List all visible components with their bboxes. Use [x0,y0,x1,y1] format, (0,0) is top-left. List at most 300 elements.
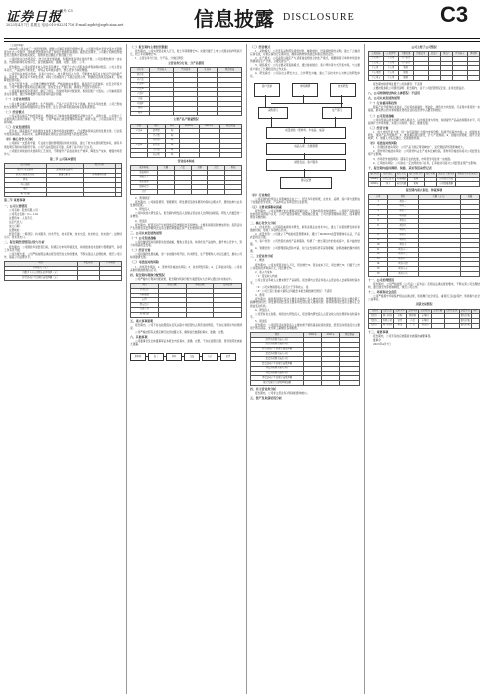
table-row [131,111,242,116]
table-cell: 制造费用 [131,180,158,185]
table-cell [198,111,217,116]
paragraph: 5、现金流 [255,319,268,323]
section-heading: （二）公司发展战略 [368,113,395,118]
table-row [131,312,242,317]
paragraph: 报告期内，公司经营活动现金流入主要来源于销售商品收到的现金，经营活动现金流出主要用于购买商品、支付职工薪酬及各项税费。 [250,324,360,331]
table-header-cell: 占比 [208,166,225,171]
paragraph: 1、加大市场开拓力度，进一步巩固和扩大国内市场份额，积极开拓海外市场；2、加强技术研发，推动产品升级换代；3、推进募投项目建设，扩大产能规模；4、加强内部管理，提升运营效率；5、加强人才队伍建设，完善激励机制。 [368,130,480,141]
paragraph: （2）公司实物销售收入是否大于劳务收入：是 [255,286,309,290]
table-cell: 电子信箱 [5,192,47,197]
table-cell: 现金及现金等价物净增加额 [251,381,304,386]
table-cell: 子公司五 [369,76,384,81]
table-cell [431,323,444,328]
table-header-cell: 接待方式 [396,172,406,176]
table-cell: 销售 [394,319,407,324]
masthead-rule-thin [4,41,480,42]
table-header-cell: 股票代码 [83,163,116,168]
table-cell: 子公司四 [369,71,384,76]
table-cell [444,323,459,328]
table-cell: 4 [369,214,388,219]
section-heading: 八、公司控制的结构化主体情况：不适用 [368,91,421,96]
table-header-cell: 关联关系 [382,309,392,313]
table-cell: 参股公司 [382,318,392,322]
table-cell [418,272,460,277]
table-cell: 投资活动现金流入小计 [251,352,304,357]
flow-connector [304,169,305,177]
table-cell: 吨 [165,134,179,139]
litigation-table-title: 报告期内重大诉讼、仲裁事项 [405,188,443,193]
section-heading: 二、核心竞争力分析 [250,220,277,225]
section-heading: （一）行业格局和趋势 [368,101,397,106]
table-header-cell: 主要业务 [398,52,413,57]
table-cell [77,276,99,281]
paragraph: 公司将继续坚持创新驱动发展战略，聚焦主营业务，持续优化产品结构，提升核心竞争力，努力实现高质量发展。 [130,241,242,248]
section-heading: （二）报告期内主要经营数据 [130,45,168,49]
table-header-cell: 公司类型 [383,52,398,57]
table-cell [46,192,83,197]
table-header-cell: 成本构成 [131,166,158,171]
paragraph: 2、费用情况 [135,196,150,200]
table-cell: 合计 [131,190,158,195]
table-cell: 固定资产 [131,303,159,308]
section-heading: 三、公司未来发展的展望 [130,230,162,235]
flow-box: 成品入库、仓储管理 [266,143,346,155]
newspaper-logo: 证券日报 [6,10,63,25]
table-cell: 项目十二 [388,252,419,257]
production-table-title: 主要产品产销量情况 [173,117,199,122]
table-cell: 2 [369,204,388,209]
table-cell: 2022年 [369,182,381,187]
table-cell [179,153,199,158]
table-cell: 直接材料 [131,171,158,176]
flow-connector [304,153,305,159]
paragraph: 1、主营业务分行业、分产品、分地区情况 [135,57,184,61]
table-cell: 同一控制 [382,323,392,327]
flow-box: 生产部门 [322,107,352,119]
table-header-cell: 单位 [165,124,179,129]
table-cell: 公司会议室 [382,177,394,181]
table-header-cell: 项目 [251,333,304,338]
table-header-cell: 增减 [225,166,242,171]
table-header-cell: 注册资本 [413,52,428,57]
table-cell: 关联方二 [370,318,380,322]
table-cell [340,381,360,386]
paragraph: 3、销售模式：公司主要采用直销模式，通过参加展会、客户拜访等方式开拓市场，与主要客户建立了长期稳定的合作关系。 [250,64,360,71]
table-header-cell: 期末余额 [158,283,186,288]
table-header-cell: 2022年 [179,124,199,129]
table-cell: 项目五 [388,219,419,224]
paragraph: 公司严格执行利润分配政策，报告期内利润分配方案经股东大会审议通过并实施完毕。 [135,277,234,281]
table-cell: 6 [369,224,388,229]
table-cell: 子公司一 [369,56,384,61]
table-cell: 服务 [398,76,413,81]
section-heading: （二）经营计划 [130,248,151,253]
paragraph: 公司通过持续的技术创新和工艺改进，不断提升产品性能和生产效率，降低生产成本，增强市场竞争力。 [4,149,122,156]
table-cell: 深圳证券交易所 [46,168,83,173]
masthead [0,0,484,40]
table-header-cell: 交易内容 [407,309,418,313]
table-cell: 吨 [165,138,179,143]
table-cell: 经营活动产生的现金流量净额 [251,347,304,352]
table-cell [158,312,186,317]
table-cell: 12 [369,252,388,257]
table-cell: 生产销售 [398,61,413,66]
paragraph: 公司将坚持以技术创新为核心驱动力，以市场需求为导向，持续提升产品品质和服务水平，巩固和扩大市场份额，实现公司持续、稳定、健康发展。 [368,118,480,125]
table-cell: 子公司 [383,66,398,71]
table-header-cell: 项目 [131,283,159,288]
table-cell [174,190,191,195]
table-cell: 7 [369,228,388,233]
article-column-1 [4,44,122,690]
table-cell: 5 [369,219,388,224]
table-row [369,76,480,81]
paragraph: 报告期内取得和处置子公司的情况：不适用 [373,82,423,86]
table-cell [99,276,121,281]
table-cell: 吨 [165,143,179,148]
table-header-cell: 接待对象 [425,172,436,176]
cost-table-title: 营业成本构成 [177,159,195,164]
table-cell: 短期借款 [131,312,159,317]
table-cell: 库存量 [147,153,165,158]
section-heading: （三）行业发展情况 [4,125,31,130]
column-divider [364,44,365,694]
paragraph: 报告期内，公司围绕年度经营目标，积极应对市场环境变化，持续推进技术创新与管理提升，各项工作有序开展。 [4,245,122,252]
table-cell: 销售量 [147,129,165,134]
table-row [251,381,360,386]
table-cell: 吨 [165,129,179,134]
table-cell: 项目六 [388,224,419,229]
table-cell: 库存量 [147,138,165,143]
flow-box: 技术研发 [330,83,356,97]
table-cell: 3 [369,209,388,214]
paragraph: （3）公司已签订的重大销售合同截至本报告期的履行情况：不适用 [255,290,332,294]
paragraph: 在生产经营方面，公司推行精细化管理，严格控制成本费用，提高资产运营效率。在安全环保方面，公司严格遵守国家相关法律法规，落实安全生产责任制，确保生产经营平稳有序。 [4,83,122,90]
section-title-en: DISCLOSURE [283,12,355,23]
process-step: 入库 [202,353,218,361]
table-cell: 其他 [131,97,150,102]
flow-box: 售后反馈 [280,177,332,189]
table-cell [467,76,479,81]
paragraph: 公司拥有一支经验丰富、专业能力强的管理团队和技术团队，建立了较为完善的研发体系，拥有多项发明专利和实用新型专利。公司产品质量稳定可靠，获得了客户的广泛认可。 [4,142,122,149]
production-table [130,124,242,159]
table-header-cell: 项目 [147,124,165,129]
table-cell [186,312,214,317]
table-cell: 项目十五 [388,267,419,272]
paragraph: 4、研发模式：公司以自主研发为主，合作研发为辅，建立了以技术中心为核心的研发体系。 [250,71,360,78]
table-header-cell: 序号 [369,195,388,200]
company-info-table [4,163,122,198]
table-cell: 16 [369,272,388,277]
paragraph: 公司持续加大研发投入，报告期内研发投入金额占营业收入比例稳步提高，研发人员数量进一步增加。 [130,212,242,219]
section-heading: （四）核心竞争力分析 [4,137,33,142]
table-cell [191,190,208,195]
table-cell: 项目十三 [388,257,419,262]
table-cell: 销售量 [147,143,165,148]
table-header-cell: 进展 [460,195,479,200]
paragraph: 3、研发投入 [135,208,150,212]
paragraph: 3、市场竞争加剧风险：随着行业的发展，市场竞争可能进一步加剧。 [373,157,453,161]
investor-relations-table [368,172,480,187]
table-header-cell: 2021年 [199,124,219,129]
table-header-cell: 2021年 [322,333,340,338]
flow-connector [304,137,305,143]
paragraph: 公司采用以销定产的经营模式，根据客户订单和市场预测组织采购与生产。采购方面，公司建立了完善的供应商评价体系；生产方面，公司严格执行质量管理体系标准；销售方面，公司以直销为主、经销为辅。 [4,114,122,124]
table-cell [214,312,242,317]
paragraph: 经营范围：一般项目：技术服务、技术开发、技术咨询、技术交流、技术转让、技术推广；货物进出口；技术进出口。 [4,233,122,240]
paragraph: 公司董事会及全体董事保证本报告内容真实、准确、完整，不存在虚假记载、误导性陈述或重大遗漏。 [130,340,242,347]
paragraph: 公司高度重视投资者回报，制定了稳定、连续的利润分配政策，积极回报广大股东。公司重视投资者关系管理，通过多种渠道与投资者保持良好沟通。 [4,90,122,97]
paragraph: 3、客户优势：公司凭借优质的产品和服务，积累了一批长期合作的优质客户，客户黏性较强。 [250,239,360,247]
paragraph: 4、研发投入 [255,308,270,312]
table-row [5,192,122,197]
paragraph: 报告期内，公司业绩增长的主要驱动因素包括：下游市场需求持续增长；公司新产品陆续投放市场并获得客户认可；公司产能逐步释放，规模效应显现；公司内部管理持续优化，成本费用得到有效控制。 [250,210,360,220]
table-cell: 项目四 [388,214,419,219]
flow-connector [271,117,272,127]
subsidiary-table-title: 公司主要子公司情况 [411,45,437,49]
masthead-rule [4,38,480,39]
table-cell: 线上 [381,182,396,187]
table-header-cell: 金额（万元） [418,195,460,200]
table-cell: 子公司 [383,76,398,81]
table-header-cell: 结算方式 [460,309,470,313]
table-cell: 14 [369,262,388,267]
table-cell: 原材料 [406,314,419,319]
table-header-cell: 公司名称 [369,52,384,57]
related-party-table [368,309,480,329]
paragraph: （1）营业收入构成 [255,274,278,278]
paragraph: 报告期内，经营活动产生的现金流量净额同比有所增加，主要系销售回款增加所致；投资活动产生的现金流量净额同比变动主要系购建固定资产支出增加所致。 [130,223,242,230]
table-cell: 11 [369,248,388,253]
table-cell: 分产品 [131,78,150,83]
paragraph: 2020年公司完成了一次股份回购。根据公司制定的股份回购方案，公司通过集中竞价交易方式回购部分社会公众股份，回购股份的用途为员工持股计划或股权激励。截至报告期末，公司累计回购股份数量符合回购方案的相关规定，回购资金总额在计划范围之内。 [4,48,122,58]
section-heading: （一）主营业务情况 [4,97,31,102]
business-flow-diagram [250,81,360,191]
table-cell: 在建工程 [131,307,159,312]
table-cell: 产品 [406,319,419,324]
table-row [369,272,480,277]
paragraph: 公司坚持自主创新，持续加大研发投入，报告期内研发投入占营业收入的比例保持在较高水平。 [250,312,360,319]
section-heading: （四）行业地位 [250,192,271,197]
flow-connector [303,95,304,103]
table-cell: 项目七 [388,228,419,233]
table-cell: 产品A [131,129,148,134]
table-cell: 董事会秘书 [46,173,83,178]
table-cell: 关联方三 [370,323,380,327]
paragraph: 公司严格按照有关规定履行信息披露义务，确保信息披露的真实、准确、完整。 [135,330,226,334]
table-cell: 归属于上市公司股东的净利润（元） [5,271,78,276]
table-cell: 筹资活动产生的现金流量净额 [251,376,304,381]
flow-box: 质量检验（原材料、半成品、成品） [266,127,346,139]
table-cell: 协议价 [419,323,432,328]
flow-connector [335,117,336,127]
section-heading: （二）经营模式 [4,109,25,114]
paragraph: 报告期内，销售费用同比变动主要系市场推广投入增加所致；管理费用同比变动主要系职工薪酬增加所致；研发费用同比变动主要系研发项目投入增加所致；财务费用同比变动主要系汇兑损益变动所致。 [250,298,360,308]
paragraph: 公司坚持以市场为导向、以客户为中心，加大研发投入力度，不断推出具有自主知识产权的新产品、新技术，满足客户多样化需求。同时公司加强与上下游企业的合作，构建稳定的供应链体系，有效降低经营风险。 [4,72,122,82]
table-header-cell: 接待时间 [370,172,380,176]
column-divider [126,44,127,694]
table-cell: 营业收入（元） [5,266,78,271]
table-cell: 租赁 [394,323,407,328]
table-cell [304,381,322,386]
table-header-cell: 净资产 [440,52,452,57]
table-cell: 15 [369,267,388,272]
paragraph: 主要控股参股公司情况说明：报告期内，各子公司经营情况正常，业务发展良好。 [373,86,467,90]
section-heading: 二、报告期经营情况讨论与分析 [4,240,45,245]
table-cell [83,192,116,197]
flow-box: 市场调研 [292,83,318,97]
table-cell: 境外 [131,111,150,116]
table-cell: 子公司 [383,56,398,61]
paragraph: 注册地址： [9,229,22,233]
table-cell: 产品A [131,82,150,87]
table-header-cell: 总资产 [428,52,440,57]
table-cell: 项目九 [388,238,419,243]
table-cell: 1 [369,200,388,205]
table-cell [174,111,198,116]
table-cell: 生产量 [147,148,165,153]
table-header-cell: 金额 [157,166,174,171]
table-cell [225,190,242,195]
table-header-cell: 上年同期 [99,261,121,266]
paragraph: 2、生产模式：公司采用以销定产与适度备货相结合的生产模式，根据销售订单和市场需求预测制定生产计划，合理安排生产。 [250,57,360,64]
cashflow-table [250,332,360,386]
table-cell: 生产销售 [398,56,413,61]
process-step: 检验 [166,353,182,361]
table-header-cell: 占同类比例 [445,309,458,313]
table-cell: 制造业 [131,73,150,78]
table-cell: 同一控制 [382,313,392,317]
table-cell: 子公司 [383,61,398,66]
paragraph: 1、技术优势：公司高度重视技术研发，拥有省级企业技术中心，建立了完善的研发体系和激励机制，形成了多项核心技术。 [250,225,360,232]
table-cell [452,76,467,81]
table-cell: 筹资活动现金流出小计 [251,371,304,376]
section-heading: 十一、公司治理情况 [368,277,395,282]
table-cell: 经营活动产生的现金流量净额（元） [5,276,78,281]
section-heading: （三）可能面对的风险 [130,260,159,265]
table-cell: 公司经营情况 [437,177,456,182]
table-cell: 项目十 [388,243,419,248]
table-header-cell: 金额 [191,166,208,171]
table-cell: 办公地址 [5,183,47,188]
table-cell: 项目一 [388,200,419,205]
column-divider [246,44,247,694]
table-header-cell: 净利润 [467,52,479,57]
section-heading: 五、重大事项说明 [130,318,154,323]
table-cell [219,153,241,158]
table-cell: 机构 [408,177,425,182]
table-cell [440,76,452,81]
table-cell: 投资活动产生的现金流量净额 [251,362,304,367]
table-cell [199,153,219,158]
paragraph: 1、市场竞争风险；2、原材料价格波动风险；3、技术研发风险；4、汇率波动风险。公司将采取积极措施加以应对。 [130,265,242,272]
paragraph: 公司持续关注市场变化，结合自身发展战略，积极推进各项业务的开展。公司治理结构进一步完善，内部控制体系有效运行，信息披露真实、准确、完整、及时、公平。 [4,58,122,65]
section-heading: 一、公司主要情况 [4,203,28,208]
table-cell [131,153,148,158]
paragraph: 2、质量优势：公司建立了严格的质量管理体系，通过了ISO9001质量管理体系认证，产品质量稳定可靠。 [250,232,360,239]
section-heading: 十、报告期内接待调研、沟通、采访等活动登记表 [368,165,432,170]
segment-table-title: 主营业务分行业、分产品情况 [167,61,205,66]
process-step: 销售 [220,353,236,361]
section-heading: （一）公司发展战略 [130,235,157,240]
paragraph: 公司将围绕发展战略，进一步加强市场开拓、技术研发、生产管理和人才队伍建设，推动公司持续健康发展。 [130,253,242,260]
table-header-cell: 同比增减 [219,124,241,129]
table-cell [157,190,174,195]
table-header-cell: 毛利率 [198,68,217,73]
flow-box: 客户需求 [254,83,280,97]
paragraph: 报告期内，公司不存在控股股东及其关联方非经营性占用资金的情况，不存在违规对外担保情况。 [130,323,242,330]
paragraph: 报告期内，公司实现营业收入同比有所增长，归属于上市公司股东的净利润保持稳定。公司主营业务突出，产品结构不断优化，市场占有率稳步提升，核心竞争力持续增强。 [4,65,122,72]
table-cell: 2022年 [369,177,381,182]
table-cell: 分地区 [131,102,150,107]
balance-table [130,283,242,318]
table-row [131,153,242,158]
paragraph: 1、采购模式：公司设有采购部负责原材料、辅助材料、设备等物资的采购，建立了合格供应商名录，对供应商进行定期评估，确保采购物资的质量和供应的稳定性。 [250,50,360,57]
table-cell [424,182,436,187]
table-cell: 市场价 [419,319,432,324]
table-cell [413,76,428,81]
paragraph: 公司名称：股份有限公司 [9,208,38,212]
table-cell [150,111,174,116]
table-cell: 关联方一 [370,313,380,317]
section-heading: 六、其他事项 [130,334,148,339]
table-cell: 项目八 [388,233,419,238]
subsidiary-table [368,51,480,81]
paragraph: 随着产业升级和技术进步，行业将向高端化、智能化、绿色化方向发展。行业集中度将进一步提高，拥有核心技术和规模优势的企业将在竞争中占据有利地位。 [368,106,480,113]
table-cell: 存货 [131,298,159,303]
table-cell: 贸易 [398,66,413,71]
table-cell: 13 [369,257,388,262]
section-heading: （四）可能面对的风险 [368,141,397,146]
table-cell: 产品C [131,92,150,97]
table-cell: 吨 [165,153,179,158]
table-header-cell: 定价原则 [420,309,430,313]
table-cell [322,381,340,386]
paragraph: 报告期内，公司严格按照《公司法》《证券法》及相关法律法规的要求，不断完善公司治理结构，建立健全内部控制制度，规范公司运作。 [368,282,480,290]
table-cell: 银行转账 [460,323,470,327]
table-cell: 银行转账 [460,313,470,317]
table-cell: 项目十一 [388,248,419,253]
paragraph: 公司英文名称：Co., Ltd. [9,212,39,216]
section-heading: 三、主营业务分析 [250,254,274,259]
table-cell: 筹资活动现金流入小计 [251,366,304,371]
section-heading: （五）主要业绩驱动因素 [250,205,282,210]
table-cell: 产品B [131,87,150,92]
paragraph: 公司主营业务收入主要来源于产品销售，报告期内主营业务收入占营业收入比重保持较高水平。 [250,278,360,285]
table-cell [472,323,480,328]
table-header-cell: 接待对象类型 [409,172,423,176]
section-heading: （三）经营模式 [250,45,271,49]
table-cell: 直接人工 [131,175,158,180]
table-row [369,182,480,187]
table-cell: 应收账款 [131,293,159,298]
section-title: 信息披露 [194,7,274,31]
flow-box: 销售发货、客户服务 [266,159,346,171]
table-cell [428,76,440,81]
flow-box: 采购部门 [258,107,288,119]
company-info-table-title: 第二节 公司基本情况 [49,156,77,161]
table-row [5,276,122,281]
process-step: 包装 [184,353,200,361]
section-heading: 五、资产及负债状况分析 [250,396,282,401]
paragraph: 董事会 [373,338,381,342]
table-cell: 投资活动现金流出小计 [251,357,304,362]
masthead-meta: 2023年4月7日 星期五 电话:010-83251716 E-mail:zqrb9@zqrb.sina.net [6,23,124,27]
table-cell: 燃料动力 [131,185,158,190]
article-column-3 [250,44,360,690]
table-cell: 项目十六 [388,272,419,277]
paragraph: 报告期内，公司销售费用、管理费用、研发费用及财务费用均保持合理水平，费用结构与业务发展相匹配。 [130,201,242,208]
paragraph: 近年来，随着国家产业政策的支持和下游市场需求的增长，行业整体保持良好的发展态势。行业集中度逐步提高，具有技术、品牌和规模优势的企业将获得更大的发展空间。 [4,130,122,137]
